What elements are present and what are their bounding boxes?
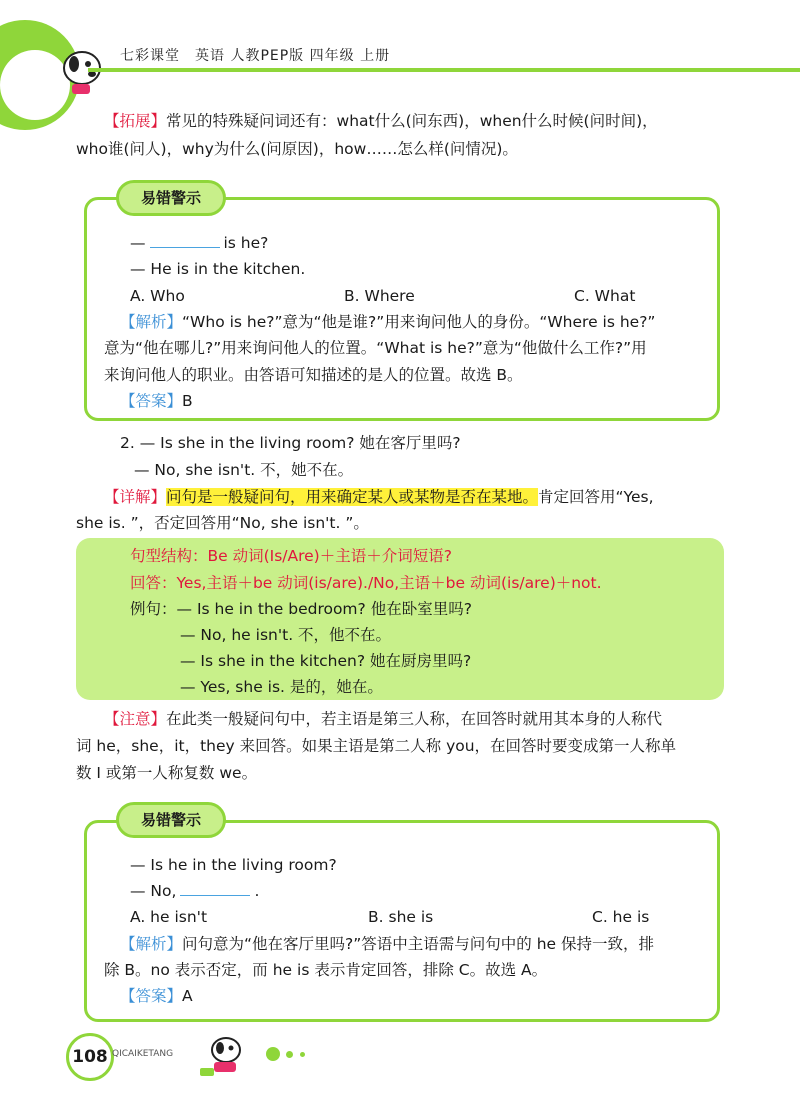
warn1-option-c: C. What <box>574 287 636 305</box>
warn1-answer: 【答案】B <box>120 392 193 410</box>
item2-question: 2. — Is she in the living room? 她在客厅里吗? <box>120 434 461 452</box>
warn1-response: — He is in the kitchen. <box>130 260 306 278</box>
item2-answer: — No, she isn't. 不，她不在。 <box>134 461 354 479</box>
extend-line-1: 【拓展】常见的特殊疑问词还有：what什么(问东西)，when什么时候(问时间)， <box>104 112 658 130</box>
footer-brand: QICAIKETANG <box>112 1049 174 1059</box>
structure-example-1: 例句：— Is he in the bedroom? 他在卧室里吗? <box>130 600 472 618</box>
warning-badge-2: 易错警示 <box>116 802 226 838</box>
warn1-analysis-1: 【解析】“Who is he?”意为“他是谁?”用来询问他人的身份。“Where is he?” <box>120 313 656 331</box>
detail-highlight: 问句是一般疑问句，用来确定某人或某物是否在某地。 <box>166 488 539 506</box>
warn1-analysis-2: 意为“他在哪儿?”用来询问他人的位置。“What is he?”意为“他做什么工作?”用 <box>104 339 647 357</box>
warning-badge-1: 易错警示 <box>116 180 226 216</box>
answer-blank <box>150 233 220 248</box>
footer-dot-large <box>266 1047 280 1061</box>
structure-reply: 回答：Yes,主语＋be 动词(is/are)./No,主语＋be 动词(is/are)＋not. <box>130 574 602 592</box>
header-rule <box>88 68 800 72</box>
note-line-1: 【注意】在此类一般疑问句中，若主语是第三人称，在回答时就用其本身的人称代 <box>104 710 663 728</box>
warn2-option-c: C. he is <box>592 908 650 926</box>
structure-example-2: — No, he isn't. 不，他不在。 <box>180 626 392 644</box>
detail-line-1: 【详解】问句是一般疑问句，用来确定某人或某物是否在某地。肯定回答用“Yes, <box>104 488 654 506</box>
warn2-analysis-2: 除 B。no 表示否定，而 he is 表示肯定回答，排除 C。故选 A。 <box>104 961 548 979</box>
warn1-option-b: B. Where <box>344 287 415 305</box>
note-line-3: 数 I 或第一人称复数 we。 <box>76 764 258 782</box>
extend-tag: 【拓展】 <box>104 112 167 130</box>
header-title: 七彩课堂 英语 人教PEP版 四年级 上册 <box>120 48 391 64</box>
footer-dot-small <box>300 1052 305 1057</box>
structure-pattern: 句型结构：Be 动词(Is/Are)＋主语＋介词短语? <box>130 547 452 565</box>
footer-mascot-icon <box>196 1028 252 1080</box>
answer-blank <box>180 881 250 896</box>
warn1-question: — is he? <box>130 234 269 252</box>
warn2-analysis-1: 【解析】问句意为“他在客厅里吗?”答语中主语需与问句中的 he 保持一致，排 <box>120 935 655 953</box>
detail-line-2: she is. ”，否定回答用“No, she isn't. ”。 <box>76 514 369 532</box>
footer-dot-medium <box>286 1051 293 1058</box>
warn1-analysis-3: 来询问他人的职业。由答语可知描述的是人的位置。故选 B。 <box>104 366 523 384</box>
warn2-option-a: A. he isn't <box>130 908 208 926</box>
warn2-answer: 【答案】A <box>120 987 193 1005</box>
warn2-question: — Is he in the living room? <box>130 856 337 874</box>
warn1-option-a: A. Who <box>130 287 185 305</box>
detail-tag: 【详解】 <box>104 488 167 506</box>
note-tag: 【注意】 <box>104 710 167 728</box>
structure-example-4: — Yes, she is. 是的，她在。 <box>180 678 383 696</box>
note-line-2: 词 he，she，it，they 来回答。如果主语是第二人称 you，在回答时要变成第一人称单 <box>76 737 677 755</box>
warning-box-1 <box>84 197 720 421</box>
warn2-option-b: B. she is <box>368 908 434 926</box>
warn2-response: — No, . <box>130 882 260 900</box>
page-number: 108 <box>66 1033 114 1081</box>
extend-line-2: who谁(问人)，why为什么(问原因)，how……怎么样(问情况)。 <box>76 140 518 158</box>
structure-example-3: — Is she in the kitchen? 她在厨房里吗? <box>180 652 472 670</box>
